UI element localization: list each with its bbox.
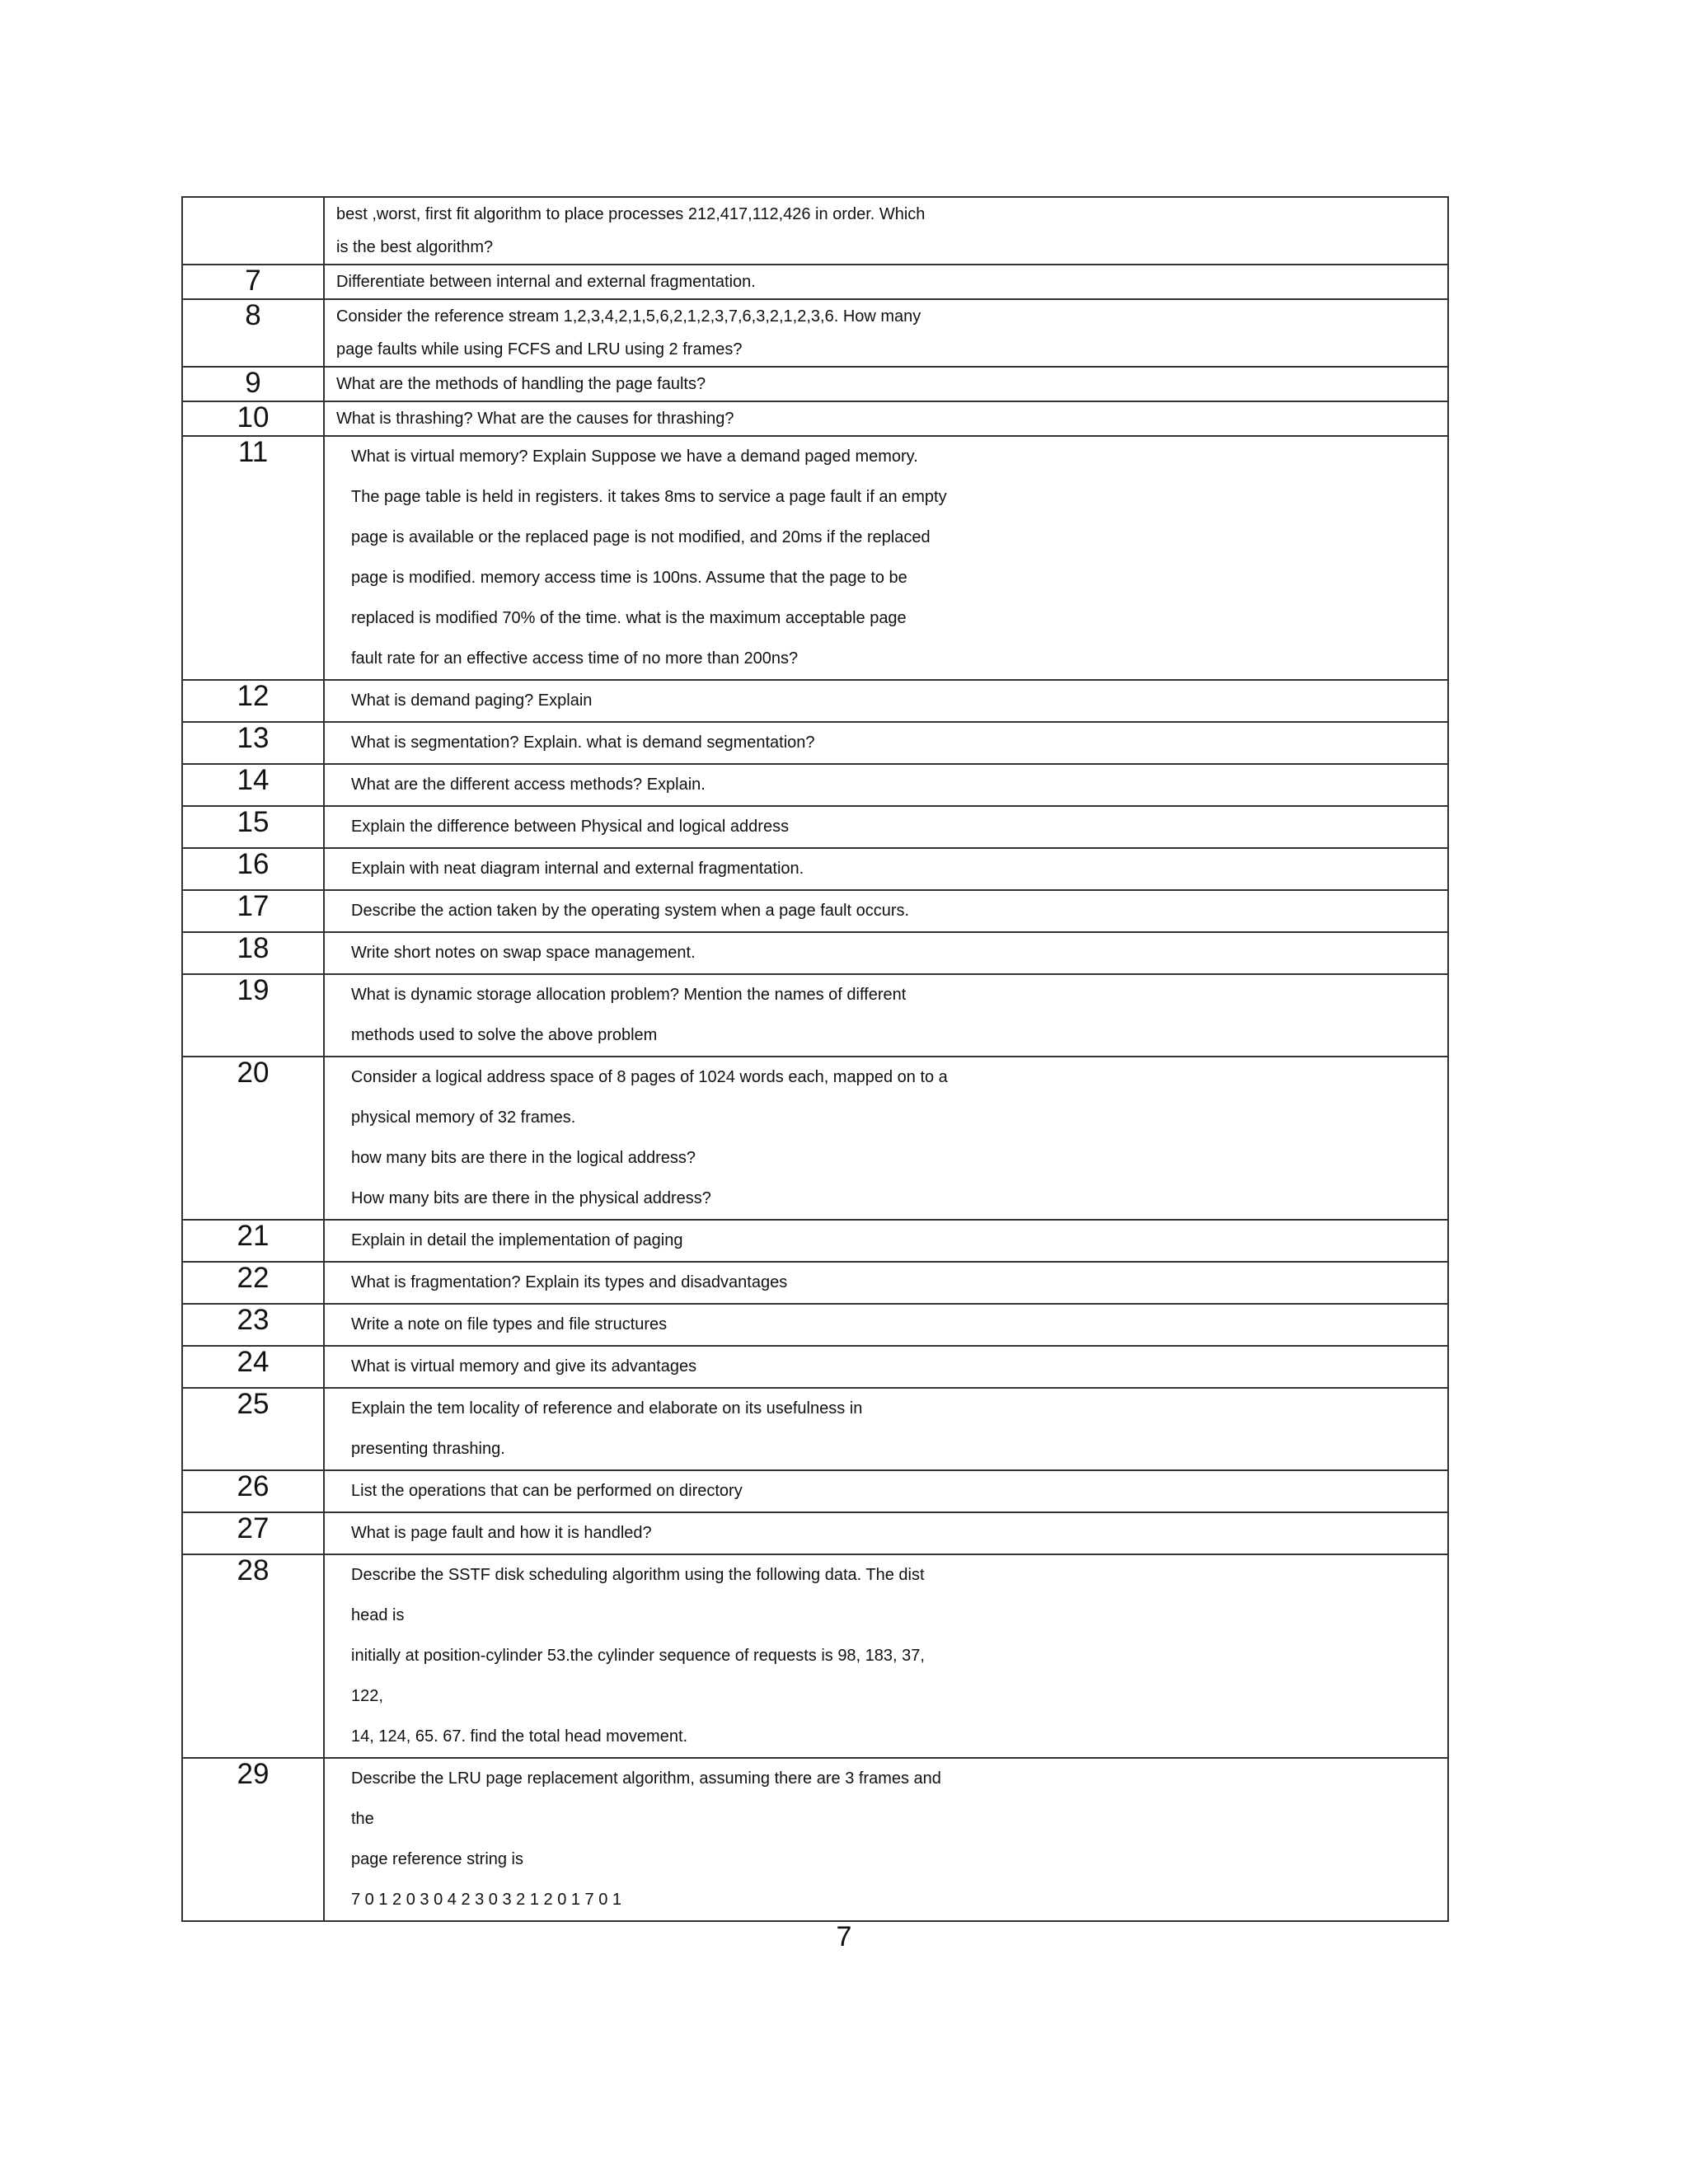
question-text — [324, 265, 1448, 299]
question-text-line: What are the different access methods? Explain. — [351, 776, 706, 794]
question-number: 10 — [182, 401, 324, 436]
question-text-line: Explain in detail the implementation of paging — [351, 1231, 683, 1249]
question-row — [182, 1554, 1448, 1758]
question-text-line: how many bits are there in the logical address? — [351, 1149, 696, 1167]
question-number: 19 — [182, 974, 324, 1057]
question-row — [182, 1758, 1448, 1921]
question-text-line: What is segmentation? Explain. what is demand segmentation? — [351, 733, 815, 752]
question-text — [324, 890, 1448, 932]
question-text — [324, 367, 1448, 401]
question-number: 25 — [182, 1388, 324, 1470]
question-text — [324, 1512, 1448, 1554]
question-number: 26 — [182, 1470, 324, 1512]
question-number: 23 — [182, 1304, 324, 1346]
question-text-line: Describe the action taken by the operating system when a page fault occurs. — [351, 902, 910, 920]
question-text — [324, 1346, 1448, 1388]
question-text — [324, 1388, 1448, 1470]
question-text-line: is the best algorithm? — [336, 238, 494, 256]
question-text-line: Write short notes on swap space management. — [351, 944, 696, 962]
question-row — [182, 722, 1448, 764]
question-row — [182, 680, 1448, 722]
question-text — [324, 1554, 1448, 1758]
question-text-line: Consider the reference stream 1,2,3,4,2,1,5,6,2,1,2,3,7,6,3,2,1,2,3,6. How many — [336, 307, 921, 326]
question-text-line: What is dynamic storage allocation problem? Mention the names of different — [351, 986, 907, 1004]
question-text-line: What are the methods of handling the page faults? — [336, 375, 706, 393]
question-text-line: Explain the difference between Physical and logical address — [351, 818, 790, 836]
question-text-line: Differentiate between internal and external fragmentation. — [336, 273, 756, 291]
question-text — [324, 722, 1448, 764]
question-number: 21 — [182, 1220, 324, 1262]
question-number: 16 — [182, 848, 324, 890]
question-row — [182, 299, 1448, 367]
question-text-line: Describe the SSTF disk scheduling algorithm using the following data. The dist — [351, 1566, 925, 1584]
question-row — [182, 806, 1448, 848]
question-text-line: What is fragmentation? Explain its types and disadvantages — [351, 1273, 788, 1291]
question-number: 7 — [182, 265, 324, 299]
question-row — [182, 932, 1448, 974]
question-row — [182, 1057, 1448, 1220]
question-text-line: What is demand paging? Explain — [351, 691, 593, 710]
question-text-line: Explain with neat diagram internal and external fragmentation. — [351, 860, 804, 878]
question-row — [182, 1512, 1448, 1554]
question-row — [182, 1470, 1448, 1512]
question-text-line: 122, — [351, 1687, 383, 1705]
question-text-line: fault rate for an effective access time of no more than 200ns? — [351, 649, 799, 668]
question-row — [182, 764, 1448, 806]
question-row — [182, 1262, 1448, 1304]
question-text — [324, 932, 1448, 974]
question-text-line: page reference string is — [351, 1850, 524, 1868]
question-number: 18 — [182, 932, 324, 974]
question-text — [324, 1220, 1448, 1262]
page-number: 7 — [836, 1921, 852, 1952]
question-text-line: methods used to solve the above problem — [351, 1026, 658, 1044]
question-table — [181, 196, 1449, 1922]
question-text-line: best ,worst, first fit algorithm to place processes 212,417,112,426 in order. Which — [336, 205, 926, 223]
question-row — [182, 436, 1448, 680]
question-number: 20 — [182, 1057, 324, 1220]
question-number: 22 — [182, 1262, 324, 1304]
question-table-body — [182, 197, 1448, 1921]
question-number: 13 — [182, 722, 324, 764]
question-text — [324, 197, 1448, 265]
question-text — [324, 974, 1448, 1057]
question-text-line: page is modified. memory access time is 100ns. Assume that the page to be — [351, 569, 907, 587]
question-text-line: page is available or the replaced page is not modified, and 20ms if the replaced — [351, 528, 931, 546]
question-text-line: Describe the LRU page replacement algorithm, assuming there are 3 frames and — [351, 1769, 941, 1788]
question-number: 24 — [182, 1346, 324, 1388]
question-text-line: the — [351, 1810, 374, 1828]
question-text — [324, 1758, 1448, 1921]
question-text-line: replaced is modified 70% of the time. what is the maximum acceptable page — [351, 609, 907, 627]
question-text-line: 14, 124, 65. 67. find the total head movement. — [351, 1727, 688, 1746]
question-text — [324, 1470, 1448, 1512]
question-text-line: page faults while using FCFS and LRU using 2 frames? — [336, 340, 743, 359]
question-text — [324, 1057, 1448, 1220]
question-text-line: What is thrashing? What are the causes for thrashing? — [336, 410, 734, 428]
question-row — [182, 197, 1448, 265]
question-text-line: initially at position-cylinder 53.the cylinder sequence of requests is 98, 183, 37, — [351, 1647, 925, 1665]
question-text — [324, 1262, 1448, 1304]
question-number: 14 — [182, 764, 324, 806]
question-number: 29 — [182, 1758, 324, 1921]
question-row — [182, 265, 1448, 299]
question-text-line: Consider a logical address space of 8 pages of 1024 words each, mapped on to a — [351, 1068, 948, 1086]
question-number: 27 — [182, 1512, 324, 1554]
question-text — [324, 806, 1448, 848]
question-text-line: presenting thrashing. — [351, 1440, 505, 1458]
question-row — [182, 401, 1448, 436]
question-text — [324, 1304, 1448, 1346]
question-text — [324, 680, 1448, 722]
question-text-line: Write a note on file types and file structures — [351, 1315, 668, 1333]
question-number: 9 — [182, 367, 324, 401]
question-text — [324, 401, 1448, 436]
question-text-line: 7 0 1 2 0 3 0 4 2 3 0 3 2 1 2 0 1 7 0 1 — [351, 1891, 622, 1909]
question-text — [324, 436, 1448, 680]
question-text — [324, 764, 1448, 806]
question-text — [324, 848, 1448, 890]
question-number — [182, 197, 324, 265]
question-text-line: head is — [351, 1606, 405, 1624]
question-number: 12 — [182, 680, 324, 722]
question-text-line: physical memory of 32 frames. — [351, 1108, 576, 1127]
question-text-line: What is page fault and how it is handled? — [351, 1524, 652, 1542]
question-row — [182, 1304, 1448, 1346]
question-row — [182, 1220, 1448, 1262]
question-row — [182, 1346, 1448, 1388]
question-text-line: Explain the tem locality of reference and elaborate on its usefulness in — [351, 1399, 863, 1418]
question-text-line: How many bits are there in the physical address? — [351, 1189, 711, 1207]
question-number: 11 — [182, 436, 324, 680]
question-number: 17 — [182, 890, 324, 932]
question-row — [182, 890, 1448, 932]
question-text — [324, 299, 1448, 367]
question-text-line: What is virtual memory and give its advantages — [351, 1357, 697, 1376]
question-row — [182, 974, 1448, 1057]
question-text-line: What is virtual memory? Explain Suppose we have a demand paged memory. — [351, 448, 918, 466]
question-number: 15 — [182, 806, 324, 848]
question-row — [182, 367, 1448, 401]
question-number: 8 — [182, 299, 324, 367]
question-row — [182, 848, 1448, 890]
question-row — [182, 1388, 1448, 1470]
question-text-line: The page table is held in registers. it takes 8ms to service a page fault if an empty — [351, 488, 947, 506]
question-number: 28 — [182, 1554, 324, 1758]
question-text-line: List the operations that can be performed on directory — [351, 1482, 743, 1500]
